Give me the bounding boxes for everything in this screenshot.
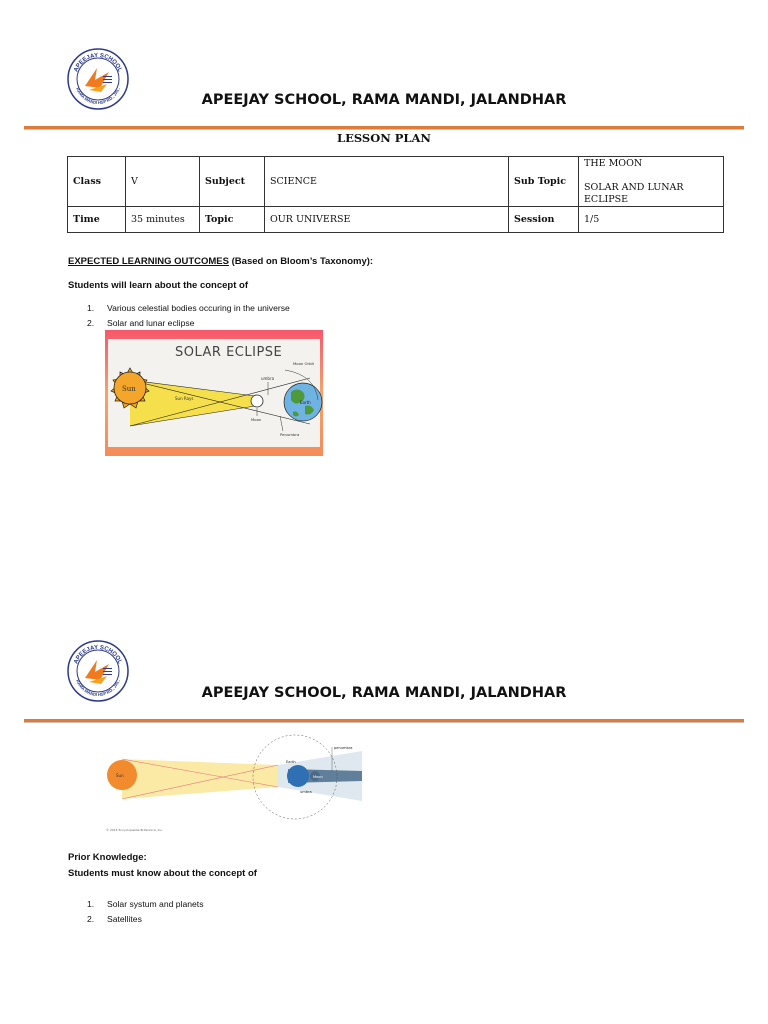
list-text: Satellites <box>107 914 142 924</box>
svg-text:Sun Rays: Sun Rays <box>175 396 194 401</box>
table-row <box>68 157 724 207</box>
outcomes-list <box>68 301 290 331</box>
time-label: Time <box>68 207 126 233</box>
subtopic-line-1: THE MOON <box>584 157 643 169</box>
list-item <box>68 301 290 316</box>
svg-text:Earth: Earth <box>300 400 311 405</box>
svg-text:Sun: Sun <box>122 385 136 393</box>
lesson-plan-title: LESSON PLAN <box>337 131 431 145</box>
header-rule <box>24 126 744 130</box>
svg-text:Moon: Moon <box>251 417 262 422</box>
svg-text:Penumbra: Penumbra <box>280 432 300 437</box>
topic-value: OUR UNIVERSE <box>265 207 509 233</box>
outcomes-heading-rest: (Based on Bloom’s Taxonomy): <box>229 256 374 267</box>
solar-eclipse-image <box>105 330 323 456</box>
class-label: Class <box>68 157 126 207</box>
svg-text:umbra: umbra <box>300 790 312 794</box>
svg-text:Moon Orbit: Moon Orbit <box>293 361 315 366</box>
school-title: APEEJAY SCHOOL, RAMA MANDI, JALANDHAR <box>201 92 567 108</box>
list-number: 2. <box>87 914 95 924</box>
class-value: V <box>126 157 200 207</box>
svg-text:APEEJAY SCHOOL: APEEJAY SCHOOL <box>73 52 123 73</box>
list-item <box>68 897 204 912</box>
session-value: 1/5 <box>579 207 724 233</box>
list-text: Solar and lunar eclipse <box>107 318 195 328</box>
school-title: APEEJAY SCHOOL, RAMA MANDI, JALANDHAR <box>201 685 567 701</box>
subject-label: Subject <box>200 157 265 207</box>
list-item <box>68 316 290 331</box>
lunar-eclipse-image <box>100 731 362 834</box>
subtopic-label: Sub Topic <box>509 157 579 207</box>
svg-text:Earth: Earth <box>286 760 296 764</box>
time-value: 35 minutes <box>126 207 200 233</box>
prior-knowledge-intro: Students must know about the concept of <box>68 868 257 879</box>
svg-text:penumbra: penumbra <box>334 746 353 750</box>
svg-text:Moon: Moon <box>313 775 323 779</box>
subject-value: SCIENCE <box>265 157 509 207</box>
lesson-info-table <box>67 156 724 233</box>
header-rule <box>24 719 744 723</box>
svg-text:umbra: umbra <box>261 376 275 381</box>
outcomes-intro: Students will learn about the concept of <box>68 280 248 291</box>
svg-text:SOLAR ECLIPSE: SOLAR ECLIPSE <box>175 345 283 360</box>
svg-text:RAMA MANDI HSP RD., JAL.: RAMA MANDI HSP RD., JAL. <box>75 86 121 106</box>
svg-text:© 2014 Encyclopædia Britannica: © 2014 Encyclopædia Britannica, Inc. <box>106 828 164 832</box>
list-number: 1. <box>87 899 95 909</box>
outcomes-heading <box>68 256 373 267</box>
svg-text:RAMA MANDI HSP RD., JAL.: RAMA MANDI HSP RD., JAL. <box>75 678 121 698</box>
list-text: Various celestial bodies occuring in the universe <box>107 303 290 313</box>
outcomes-heading-underlined: EXPECTED LEARNING OUTCOMES <box>68 256 229 267</box>
session-label: Session <box>509 207 579 233</box>
subtopic-value <box>579 157 724 207</box>
prior-knowledge-list <box>68 897 204 927</box>
list-item <box>68 912 204 927</box>
svg-text:APEEJAY SCHOOL: APEEJAY SCHOOL <box>73 644 123 665</box>
prior-knowledge-heading: Prior Knowledge: <box>68 852 147 863</box>
subtopic-line-2: SOLAR AND LUNAR ECLIPSE <box>584 181 684 205</box>
list-text: Solar systum and planets <box>107 899 204 909</box>
list-number: 2. <box>87 318 95 328</box>
table-row <box>68 207 724 233</box>
svg-text:Sun: Sun <box>116 773 124 778</box>
topic-label: Topic <box>200 207 265 233</box>
list-number: 1. <box>87 303 95 313</box>
